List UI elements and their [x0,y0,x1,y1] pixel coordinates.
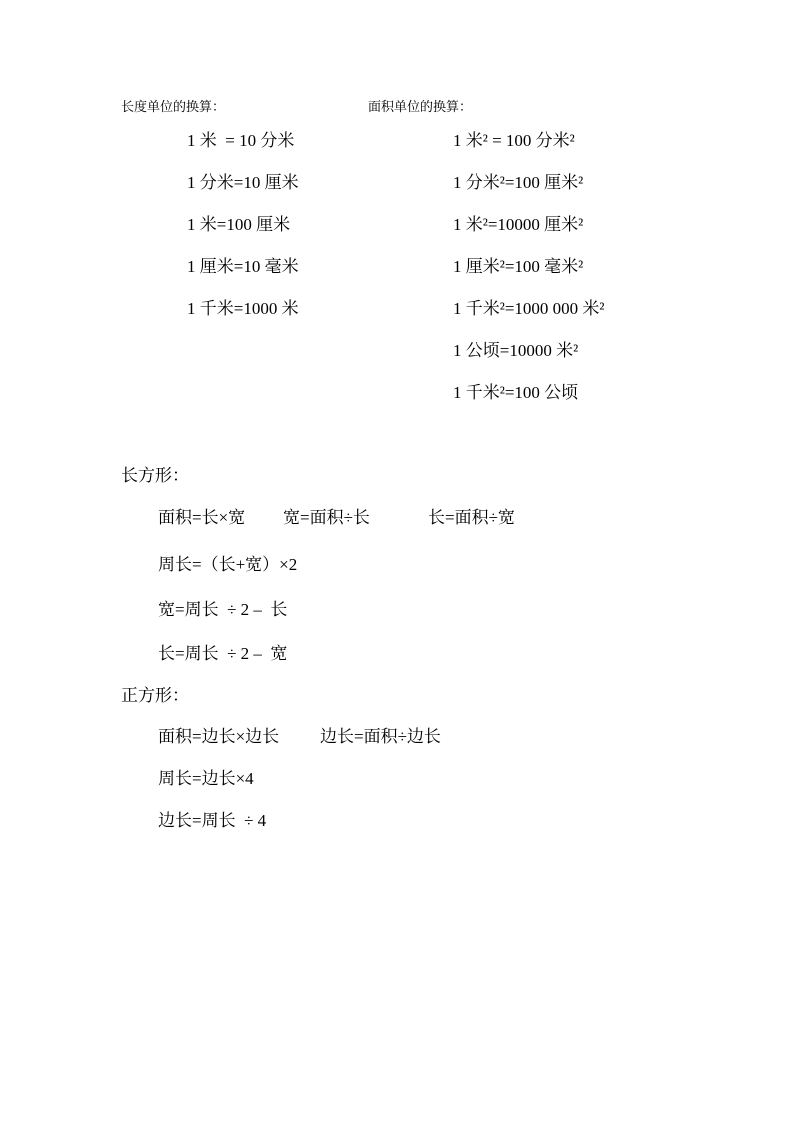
rectangle-length-from-area-formula: 长=面积÷宽 [428,508,515,527]
length-units-title: 长度单位的换算： [121,99,226,114]
square-area-formula: 面积=边长×边长 [158,727,280,746]
area-unit-item: 1 厘米²=100 毫米² [453,257,584,276]
area-unit-item: 1 米² = 100 分米² [453,131,575,150]
area-unit-item: 1 千米²=1000 000 米² [453,299,605,318]
rectangle-width-from-perimeter-formula: 宽=周长 ÷ 2 – 长 [158,600,288,619]
length-unit-item: 1 分米=10 厘米 [187,173,299,192]
rectangle-length-from-perimeter-formula: 长=周长 ÷ 2 – 宽 [158,644,288,663]
length-unit-item: 1 千米=1000 米 [187,299,299,318]
square-section-title: 正方形： [121,686,189,705]
square-side-from-perimeter-formula: 边长=周长 ÷ 4 [158,811,267,830]
area-unit-item: 1 公顷=10000 米² [453,341,579,360]
area-units-title: 面积单位的换算： [368,99,473,114]
rectangle-width-from-area-formula: 宽=面积÷长 [283,508,370,527]
length-unit-item: 1 米 = 10 分米 [187,131,295,150]
area-unit-item: 1 米²=10000 厘米² [453,215,584,234]
length-unit-item: 1 米=100 厘米 [187,215,291,234]
length-unit-item: 1 厘米=10 毫米 [187,257,299,276]
rectangle-perimeter-formula: 周长=（长+宽）×2 [158,555,298,574]
rectangle-section-title: 长方形： [121,466,189,485]
square-side-from-area-formula: 边长=面积÷边长 [320,727,441,746]
area-unit-item: 1 分米²=100 厘米² [453,173,584,192]
area-unit-item: 1 千米²=100 公顷 [453,383,579,402]
square-perimeter-formula: 周长=边长×4 [158,769,254,788]
rectangle-area-formula: 面积=长×宽 [158,508,246,527]
